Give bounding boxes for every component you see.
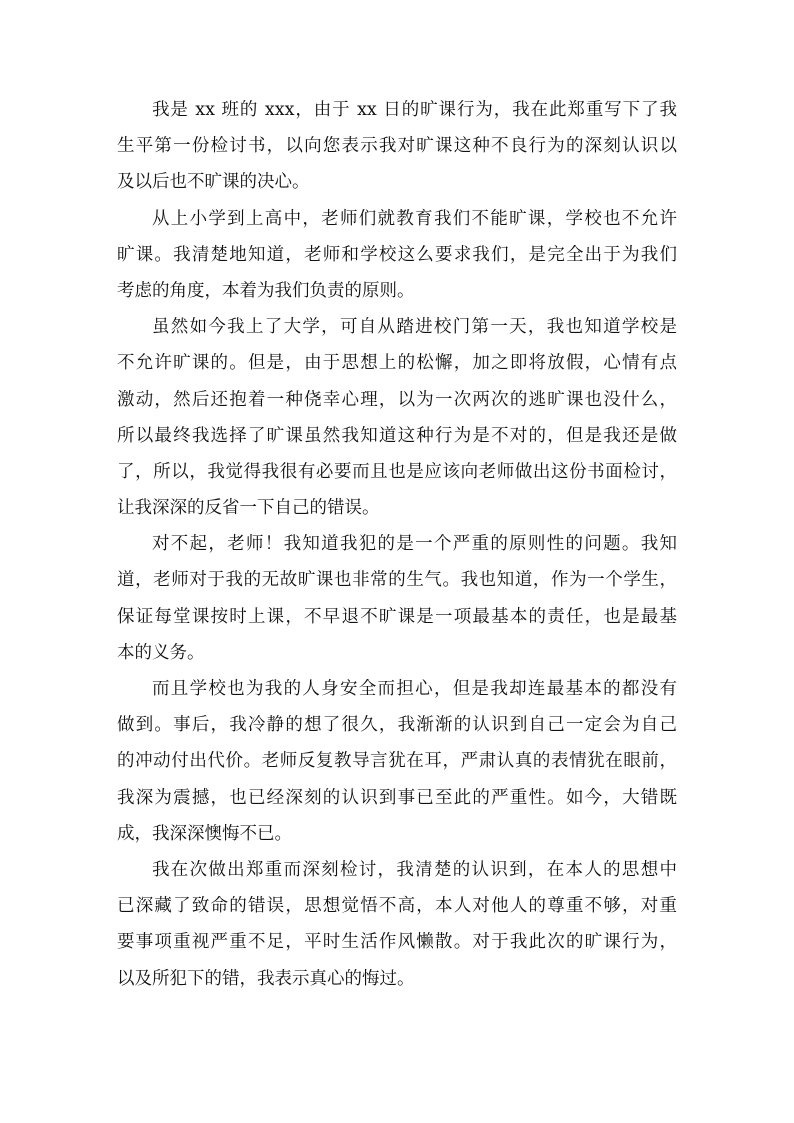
text-line: 已深藏了致命的错误，思想觉悟不高，本人对他人的尊重不够，对重 bbox=[117, 896, 677, 917]
text-line: 虽然如今我上了大学，可自从踏进校门第一天，我也知道学校是 bbox=[152, 317, 677, 338]
document-body bbox=[117, 92, 677, 997]
text-line: 我是 xx 班的 xxx，由于 xx 日的旷课行为，我在此郑重写下了我 bbox=[152, 100, 677, 120]
text-line: 了，所以，我觉得我很有必要而且也是应该向老师做出这份书面检讨， bbox=[117, 461, 677, 482]
paragraph-2 bbox=[117, 201, 677, 310]
text-line: 从上小学到上高中，老师们就教育我们不能旷课，学校也不允许 bbox=[152, 208, 677, 229]
text-line: 道，老师对于我的无故旷课也非常的生气。我也知道，作为一个学生， bbox=[117, 570, 677, 591]
text-line: 我在次做出郑重而深刻检讨，我清楚的认识到，在本人的思想中 bbox=[152, 859, 677, 880]
text-line: 不允许旷课的。但是，由于思想上的松懈，加之即将放假，心情有点 bbox=[117, 353, 677, 374]
paragraph-4 bbox=[117, 526, 677, 671]
text-line: 对不起，老师！我知道我犯的是一个严重的原则性的问题。我知 bbox=[152, 534, 677, 555]
paragraph-5 bbox=[117, 671, 677, 852]
text-line: 要事项重视严重不足，平时生活作风懒散。对于我此次的旷课行为， bbox=[117, 932, 677, 953]
text-line: 考虑的角度，本着为我们负责的原则。 bbox=[117, 280, 415, 301]
text-line: 保证每堂课按时上课，不早退不旷课是一项最基本的责任，也是最基 bbox=[117, 606, 677, 627]
text-line: 而且学校也为我的人身安全而担心，但是我却连最基本的都没有 bbox=[152, 679, 677, 699]
paragraph-1 bbox=[117, 92, 677, 201]
text-line: 及以后也不旷课的决心。 bbox=[117, 172, 310, 193]
text-line: 所以最终我选择了旷课虽然我知道这种行为是不对的，但是我还是做 bbox=[117, 425, 677, 446]
text-line: 成，我深深懊悔不已。 bbox=[117, 823, 292, 844]
text-line: 做到。事后，我冷静的想了很久，我渐渐的认识到自己一定会为自己 bbox=[117, 715, 677, 736]
paragraph-6 bbox=[117, 852, 677, 997]
text-line: 生平第一份检讨书，以向您表示我对旷课这种不良行为的深刻认识以 bbox=[117, 136, 677, 157]
paragraph-3 bbox=[117, 309, 677, 526]
text-line: 本的义务。 bbox=[117, 642, 205, 663]
text-line: 激动，然后还抱着一种侥幸心理，以为一次两次的逃旷课也没什么， bbox=[117, 389, 677, 410]
text-line: 的冲动付出代价。老师反复教导言犹在耳，严肃认真的表情犹在眼前， bbox=[117, 751, 677, 772]
text-line: 我深为震撼，也已经深刻的认识到事已至此的严重性。如今，大错既 bbox=[117, 787, 677, 808]
text-line: 旷课。我清楚地知道，老师和学校这么要求我们，是完全出于为我们 bbox=[117, 244, 677, 265]
text-line: 让我深深的反省一下自己的错误。 bbox=[117, 498, 380, 519]
text-line: 以及所犯下的错，我表示真心的悔过。 bbox=[117, 968, 415, 989]
